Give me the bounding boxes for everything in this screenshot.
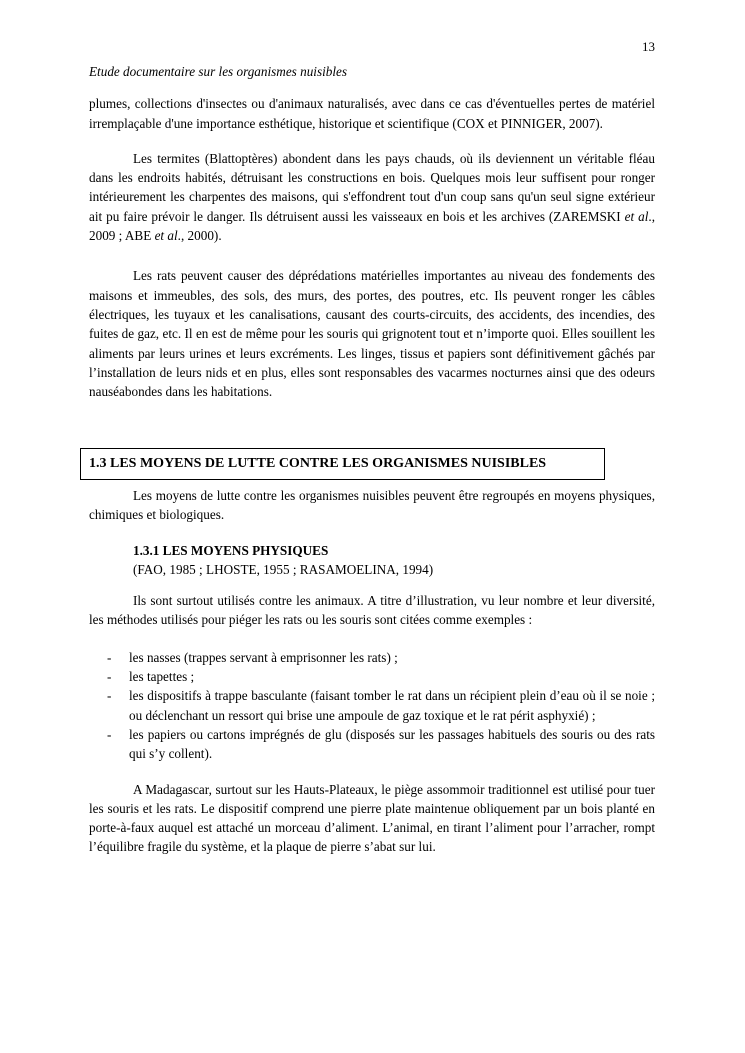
subsection-title: 1.3.1 LES MOYENS PHYSIQUES: [133, 542, 329, 558]
dash-marker: -: [107, 726, 112, 742]
dash-marker: -: [107, 649, 112, 665]
paragraph-methods-intro: Ils sont surtout utilisés contre les animaux. A titre d’illustration, vu leur nombre et leur diversité, les méthodes utilisés pour piéger les rats ou les souris sont citées comme exemples :: [89, 593, 655, 628]
paragraph-rats: Les rats peuvent causer des déprédations matérielles importantes au niveau des fondements des maisons et immeubles, des sols, des murs, des portes, des poutres, etc. Ils peuvent ronger les câbles électriques, les tuyaux et les canalisations, causant des courts-circuits, des accidents, des incendies, des fuites de gaz, etc. Il en est de même pour les souris qui grignotent tout et n’importe quoi. Elles souillent les aliments par leurs urines et leurs excréments. Les linges, tissus et papiers sont définitivement gâchés par l’installation de leurs nids et en plus, elles sont responsables des vacarmes nocturnes ainsi que des odeurs nauséabondes dans les habitations.: [89, 268, 655, 400]
list-item: [89, 667, 655, 686]
text-segment: ., 2000).: [177, 228, 222, 244]
etal-italic: et al: [154, 228, 178, 244]
list-item: [89, 725, 655, 764]
trap-methods-list: [89, 648, 655, 764]
paragraph-termites: [89, 149, 655, 245]
running-header: Etude documentaire sur les organismes nuisibles: [89, 64, 347, 79]
paragraph-lutte-intro: Les moyens de lutte contre les organismes nuisibles peuvent être regroupés en moyens physiques, chimiques et biologiques.: [89, 487, 655, 523]
etal-italic: et al: [624, 208, 649, 224]
list-item: [89, 686, 655, 725]
paragraph-intro-continuation: plumes, collections d'insectes ou d'animaux naturalisés, avec dans ce cas d'éventuelles pertes de matériel irremplaçable d'une importance esthétique, historique et scientifique (COX et PINNIGER, 2007).: [89, 96, 655, 131]
list-item: [89, 648, 655, 667]
subsection-references: (FAO, 1985 ; LHOSTE, 1955 ; RASAMOELINA, 1994): [133, 561, 434, 577]
subsection-heading: [133, 541, 655, 580]
list-item-text: les dispositifs à trappe basculante (faisant tomber le rat dans un récipient plein d’eau où il se noie ; ou déclenchant un ressort qui brise une ampoule de gaz toxique et le rat périt asphyxié) ;: [129, 688, 655, 723]
list-item-text: les papiers ou cartons imprégnés de glu (disposés sur les passages habituels des souris ou des rats qui s’y collent).: [129, 726, 655, 762]
text-segment: ., 2009 ; ABE: [89, 208, 655, 244]
text-segment: Les termites (Blattoptères) abondent dans les pays chauds, où ils deviennent un véritable fléau dans les endroits habités, détruisant les constructions en bois. Quelques mois leur suffisent pour ronger intérieurement les charpentes des maisons, qui s'effondrent tout d'un coup sans qu'un seul signe extérieur ait pu faire prévoir le danger. Ils détruisent aussi les vaisseaux en bois et les archives (ZAREMSKI: [89, 150, 655, 224]
list-item-text: les tapettes ;: [129, 669, 195, 685]
list-item-text: les nasses (trappes servant à emprisonner les rats) ;: [129, 649, 398, 665]
paragraph-madagascar: A Madagascar, surtout sur les Hauts-Plateaux, le piège assommoir traditionnel est utilisé pour tuer les souris et les rats. Le dispositif comprend une pierre plate maintenue obliquement par un bois planté en porte-à-faux auquel est attaché un morceau d’aliment. L’animal, en tirant l’aliment pour l’arracher, rompt l’équilibre fragile du système, et la plaque de pierre s’abat sur lui.: [89, 781, 655, 855]
dash-marker: -: [107, 688, 112, 704]
page-number: 13: [642, 39, 655, 54]
section-heading-box: 1.3 LES MOYENS DE LUTTE CONTRE LES ORGANISMES NUISIBLES: [80, 448, 605, 480]
dash-marker: -: [107, 669, 112, 685]
